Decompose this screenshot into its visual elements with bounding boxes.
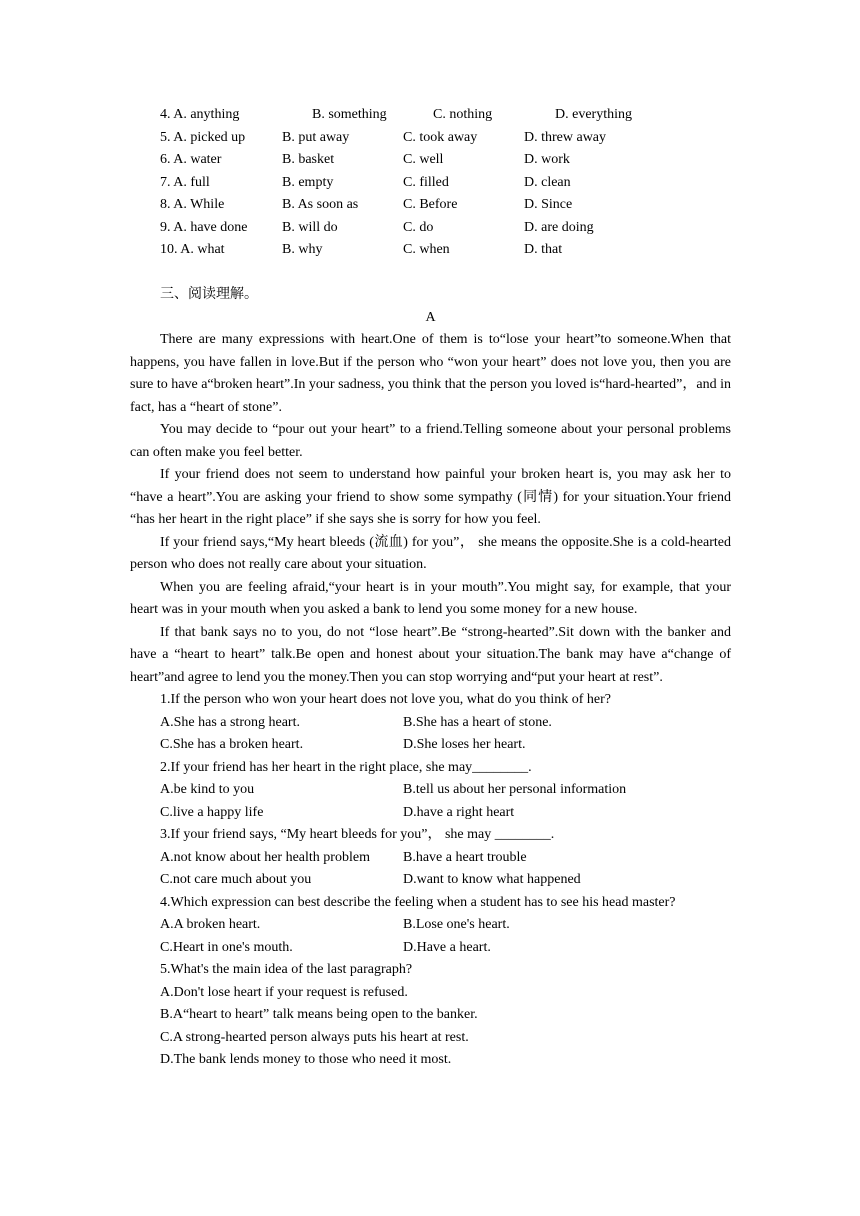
option-a: 9. A. have done <box>160 219 248 235</box>
cloze-row <box>130 217 731 240</box>
option-d: D.The bank lends money to those who need it most. <box>160 1052 452 1067</box>
option-a: A.Don't lose heart if your request is refused. <box>160 984 408 1000</box>
document-page <box>130 104 731 1072</box>
option-c: C. nothing <box>433 107 493 122</box>
section-title: 三、阅读理解。 <box>160 287 258 302</box>
option-a: A.She has a strong heart. <box>160 714 300 730</box>
option-a: 5. A. picked up <box>160 129 246 145</box>
option-row <box>130 869 731 892</box>
option-d: D.She loses her heart. <box>403 737 526 752</box>
option-a: A.be kind to you <box>160 782 255 797</box>
option-d: D. are doing <box>524 219 594 235</box>
option-row <box>130 937 731 960</box>
option-d: D.have a right heart <box>403 804 515 820</box>
cloze-row <box>130 149 731 172</box>
paragraph: You may decide to “pour out your heart” to a friend.Telling someone about your personal problems can often make you feel better. <box>130 422 731 460</box>
option-d: D. everything <box>555 107 632 122</box>
cloze-row <box>130 172 731 195</box>
option-b: B.A“heart to heart” talk means being open to the banker. <box>160 1007 478 1022</box>
option-a: 7. A. full <box>160 174 210 190</box>
option-b: B. will do <box>282 219 338 235</box>
option-c: C.She has a broken heart. <box>160 737 304 752</box>
option-b: B.have a heart trouble <box>403 849 527 865</box>
option-c: C.live a happy life <box>160 804 264 820</box>
option-d: D. clean <box>524 174 571 190</box>
passage-label: A <box>425 309 436 325</box>
option-c: C. Before <box>403 197 458 212</box>
option-c: C. when <box>403 242 450 257</box>
paragraph: If your friend says,“My heart bleeds (流血) for you”， she means the opposite.She is a cold-hearted person who does not really care about your situation. <box>130 534 731 572</box>
question-stem: 3.If your friend says, “My heart bleeds for you”， she may ________. <box>160 827 555 842</box>
questions <box>130 689 731 1072</box>
option-c: C.A strong-hearted person always puts his heart at rest. <box>160 1029 469 1045</box>
option-a: 6. A. water <box>160 152 222 167</box>
cloze-options <box>130 104 731 262</box>
cloze-row <box>130 104 731 127</box>
reading-passage <box>130 329 731 689</box>
option-a: 10. A. what <box>160 242 225 257</box>
option-c: C.not care much about you <box>160 872 312 887</box>
option-d: D.Have a heart. <box>403 939 491 955</box>
option-c: C. well <box>403 152 444 167</box>
option-row <box>130 734 731 757</box>
cloze-row <box>130 239 731 262</box>
option-row <box>130 1027 731 1050</box>
option-row <box>130 914 731 937</box>
option-d: D. that <box>524 242 563 257</box>
paragraph: There are many expressions with heart.One of them is to“lose your heart”to someone.When that happens, you have fallen in love.But if the person who “won your heart” does not love you, then you are sure to have a“broken heart”.In your sadness, you think that the person you loved is“hard-hearted”，and in fact, has a “heart of stone”. <box>130 332 731 415</box>
option-row <box>130 1049 731 1072</box>
option-b: B. As soon as <box>282 197 359 212</box>
option-b: B.Lose one's heart. <box>403 917 510 932</box>
option-d: D. threw away <box>524 129 607 145</box>
question-stem: 4.Which expression can best describe the feeling when a student has to see his head master? <box>160 894 676 910</box>
paragraph: If that bank says no to you, do not “lose heart”.Be “strong-hearted”.Sit down with the banker and have a “heart to heart” talk.Be open and honest about your situation.The bank may have a“change of heart”and agree to lend you the money.Then you can stop worrying and“put your heart at rest”. <box>130 624 731 685</box>
paragraph: If your friend does not seem to understand how painful your broken heart is, you may ask her to “have a heart”.You are asking your friend to show some sympathy (同情) for your situation.Your friend “has her heart in the right place” if she says she is sorry for how you feel. <box>130 467 731 527</box>
question-stem: 5.What's the main idea of the last paragraph? <box>160 962 413 977</box>
option-c: C. took away <box>403 129 478 145</box>
option-c: C. do <box>403 219 434 235</box>
paragraph: When you are feeling afraid,“your heart is in your mouth”.You might say, for example, that your heart was in your mouth when you asked a bank to lend you some money for a new house. <box>130 579 731 617</box>
option-d: D. work <box>524 152 570 167</box>
option-b: B.tell us about her personal information <box>403 782 627 797</box>
cloze-row <box>130 127 731 150</box>
option-b: B. basket <box>282 152 335 167</box>
option-d: D. Since <box>524 197 573 212</box>
option-c: C. filled <box>403 174 449 190</box>
option-b: B. something <box>312 107 387 122</box>
option-d: D.want to know what happened <box>403 872 581 887</box>
option-row <box>130 982 731 1005</box>
option-row <box>130 779 731 802</box>
option-row <box>130 712 731 735</box>
option-b: B. empty <box>282 174 334 190</box>
option-row <box>130 802 731 825</box>
cloze-row <box>130 194 731 217</box>
option-a: 4. A. anything <box>160 107 240 122</box>
option-a: A.not know about her health problem <box>160 849 370 865</box>
option-row <box>130 1004 731 1027</box>
option-c: C.Heart in one's mouth. <box>160 939 293 955</box>
option-a: 8. A. While <box>160 197 225 212</box>
option-b: B. why <box>282 242 323 257</box>
option-row <box>130 847 731 870</box>
question-stem: 2.If your friend has her heart in the right place, she may________. <box>160 759 532 775</box>
option-a: A.A broken heart. <box>160 917 261 932</box>
option-b: B. put away <box>282 129 350 145</box>
option-b: B.She has a heart of stone. <box>403 714 552 730</box>
question-stem: 1.If the person who won your heart does not love you, what do you think of her? <box>160 692 612 707</box>
